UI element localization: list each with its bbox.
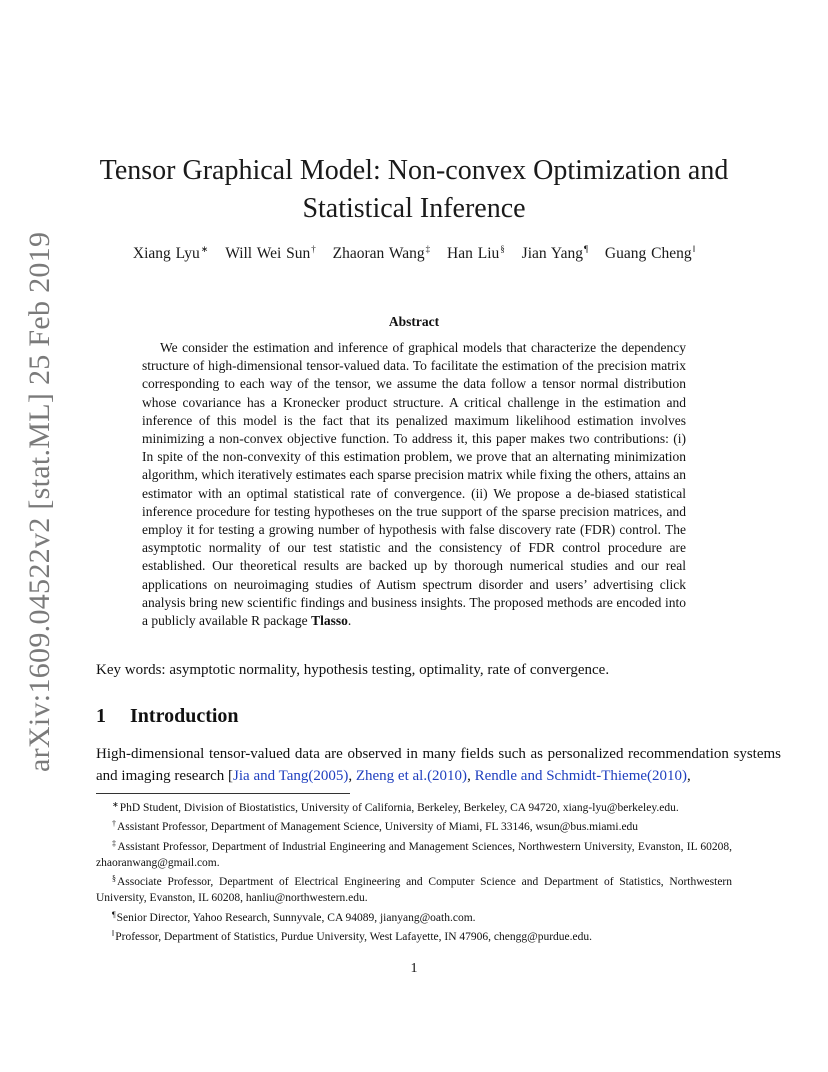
footnote-text: Assistant Professor, Department of Management Science, University of Miami, FL 33146, wsun@bus.miami.edu <box>117 821 639 834</box>
footnote-text: PhD Student, Division of Biostatistics, University of California, Berkeley, Berkeley, CA 94720, xiang-lyu@berkeley.edu. <box>119 802 679 814</box>
page-number: 1 <box>410 961 418 976</box>
author-footnote-mark[interactable]: § <box>500 244 505 254</box>
footnote-text: Senior Director, Yahoo Research, Sunnyvale, CA 94089, jianyang@oath.com. <box>116 911 476 924</box>
author <box>605 245 695 262</box>
author-list <box>96 244 732 263</box>
author <box>333 245 431 262</box>
package-name: Tlasso <box>311 613 348 629</box>
author-footnote-mark[interactable]: ‖ <box>692 244 696 254</box>
author-name: Han Liu <box>447 245 500 262</box>
abstract-heading: Abstract <box>388 314 440 329</box>
author <box>133 245 208 262</box>
section-title: Introduction <box>130 705 239 727</box>
footnote-text: Assistant Professor, Department of Industrial Engineering and Management Sciences, Northwestern University, Evanston, IL 60208, zhaoranwang@gmail.com. <box>96 840 733 869</box>
author-footnote-mark[interactable]: ‡ <box>425 244 431 254</box>
author-name: Guang Cheng <box>604 245 692 262</box>
author-footnote-mark[interactable]: ∗ <box>200 244 209 254</box>
author-name: Jian Yang <box>521 245 583 262</box>
footnote <box>96 816 732 835</box>
paper-title <box>96 152 732 228</box>
footnote-mark: § <box>112 874 116 884</box>
footnote-mark: † <box>112 819 116 829</box>
footnote <box>96 871 732 907</box>
footnote <box>96 926 732 945</box>
footnote-rule <box>96 793 350 794</box>
footnote-mark: ‖ <box>112 929 115 939</box>
footnote-text: Professor, Department of Statistics, Purdue University, West Lafayette, IN 47906, chengg@purdue.edu. <box>115 931 593 944</box>
footnote <box>96 836 732 872</box>
section-number: 1 <box>96 705 106 727</box>
citation-separator: , <box>467 767 475 784</box>
footnote <box>96 797 732 816</box>
abstract-text <box>142 339 686 630</box>
author <box>225 245 316 262</box>
footnote-mark: ¶ <box>112 909 116 919</box>
intro-trailing: , <box>687 767 691 784</box>
citation-separator: , <box>348 767 356 784</box>
footnote-text: Associate Professor, Department of Electrical Engineering and Computer Science and Department of Statistics, Northwestern University, Evanston, IL 60208, hanliu@northwestern.edu. <box>96 876 732 905</box>
title-line-2: Statistical Inference <box>302 193 526 224</box>
footnote-mark: ∗ <box>112 800 119 809</box>
author <box>447 245 505 262</box>
author <box>522 245 588 262</box>
abstract-end: . <box>347 613 352 629</box>
title-line-1: Tensor Graphical Model: Non-convex Optimization and <box>99 155 729 186</box>
citation-link[interactable]: Jia and Tang(2005) <box>233 767 349 784</box>
keywords: Key words: asymptotic normality, hypothesis testing, optimality, rate of convergence. <box>96 662 610 678</box>
author-name: Xiang Lyu <box>132 245 200 262</box>
footnote-mark: ‡ <box>112 838 117 848</box>
author-name: Will Wei Sun <box>225 245 311 262</box>
citation-link[interactable]: Zheng et al.(2010) <box>355 767 468 784</box>
arxiv-identifier[interactable]: arXiv:1609.04522v2 [stat.ML] 25 Feb 2019 <box>23 231 56 772</box>
section-heading <box>96 705 239 728</box>
citation-link[interactable]: Rendle and Schmidt-Thieme(2010) <box>474 767 688 784</box>
author-footnote-mark[interactable]: † <box>311 244 316 254</box>
abstract-body: We consider the estimation and inference of graphical models that characterize the dependency structure of high-dimensional tensor-valued data. To facilitate the estimation of the precision matrix corresponding to each way of the tensor, we assume the data follow a tensor normal distribution whose covariance has a Kronecker product structure. A critical challenge in the estimation and inference of this model is the fact that its penalized maximum likelihood estimation involves minimizing a non-convex objective function. To address it, this paper makes two contributions: (i) In spite of the non-convexity of this estimation problem, we prove that an alternating minimization algorithm, which iteratively estimates each sparse precision matrix while fixing the others, attains an estimator with an optimal statistical rate of convergence. (ii) We propose a de-biased statistical inference procedure for testing hypotheses on the true support of the sparse precision matrices, and employ it for testing a growing number of hypothesis with false discovery rate (FDR) control. The asymptotic normality of our test statistic and the consistency of FDR control procedure are established. Our theoretical results are backed up by thorough numerical studies and our real applications on neuroimaging studies of Autism spectrum disorder and users’ advertising click analysis bring new scientific findings and business insights. The proposed methods are encoded into a publicly available R package <box>142 340 686 629</box>
footnotes <box>96 797 732 945</box>
author-footnote-mark[interactable]: ¶ <box>583 244 589 254</box>
intro-text: High-dimensional tensor-valued data are observed in many fields such as personalized recommendation systems and imaging research [ <box>96 746 781 784</box>
author-name: Zhaoran Wang <box>332 245 425 262</box>
introduction-paragraph <box>96 744 781 787</box>
footnote <box>96 907 732 926</box>
